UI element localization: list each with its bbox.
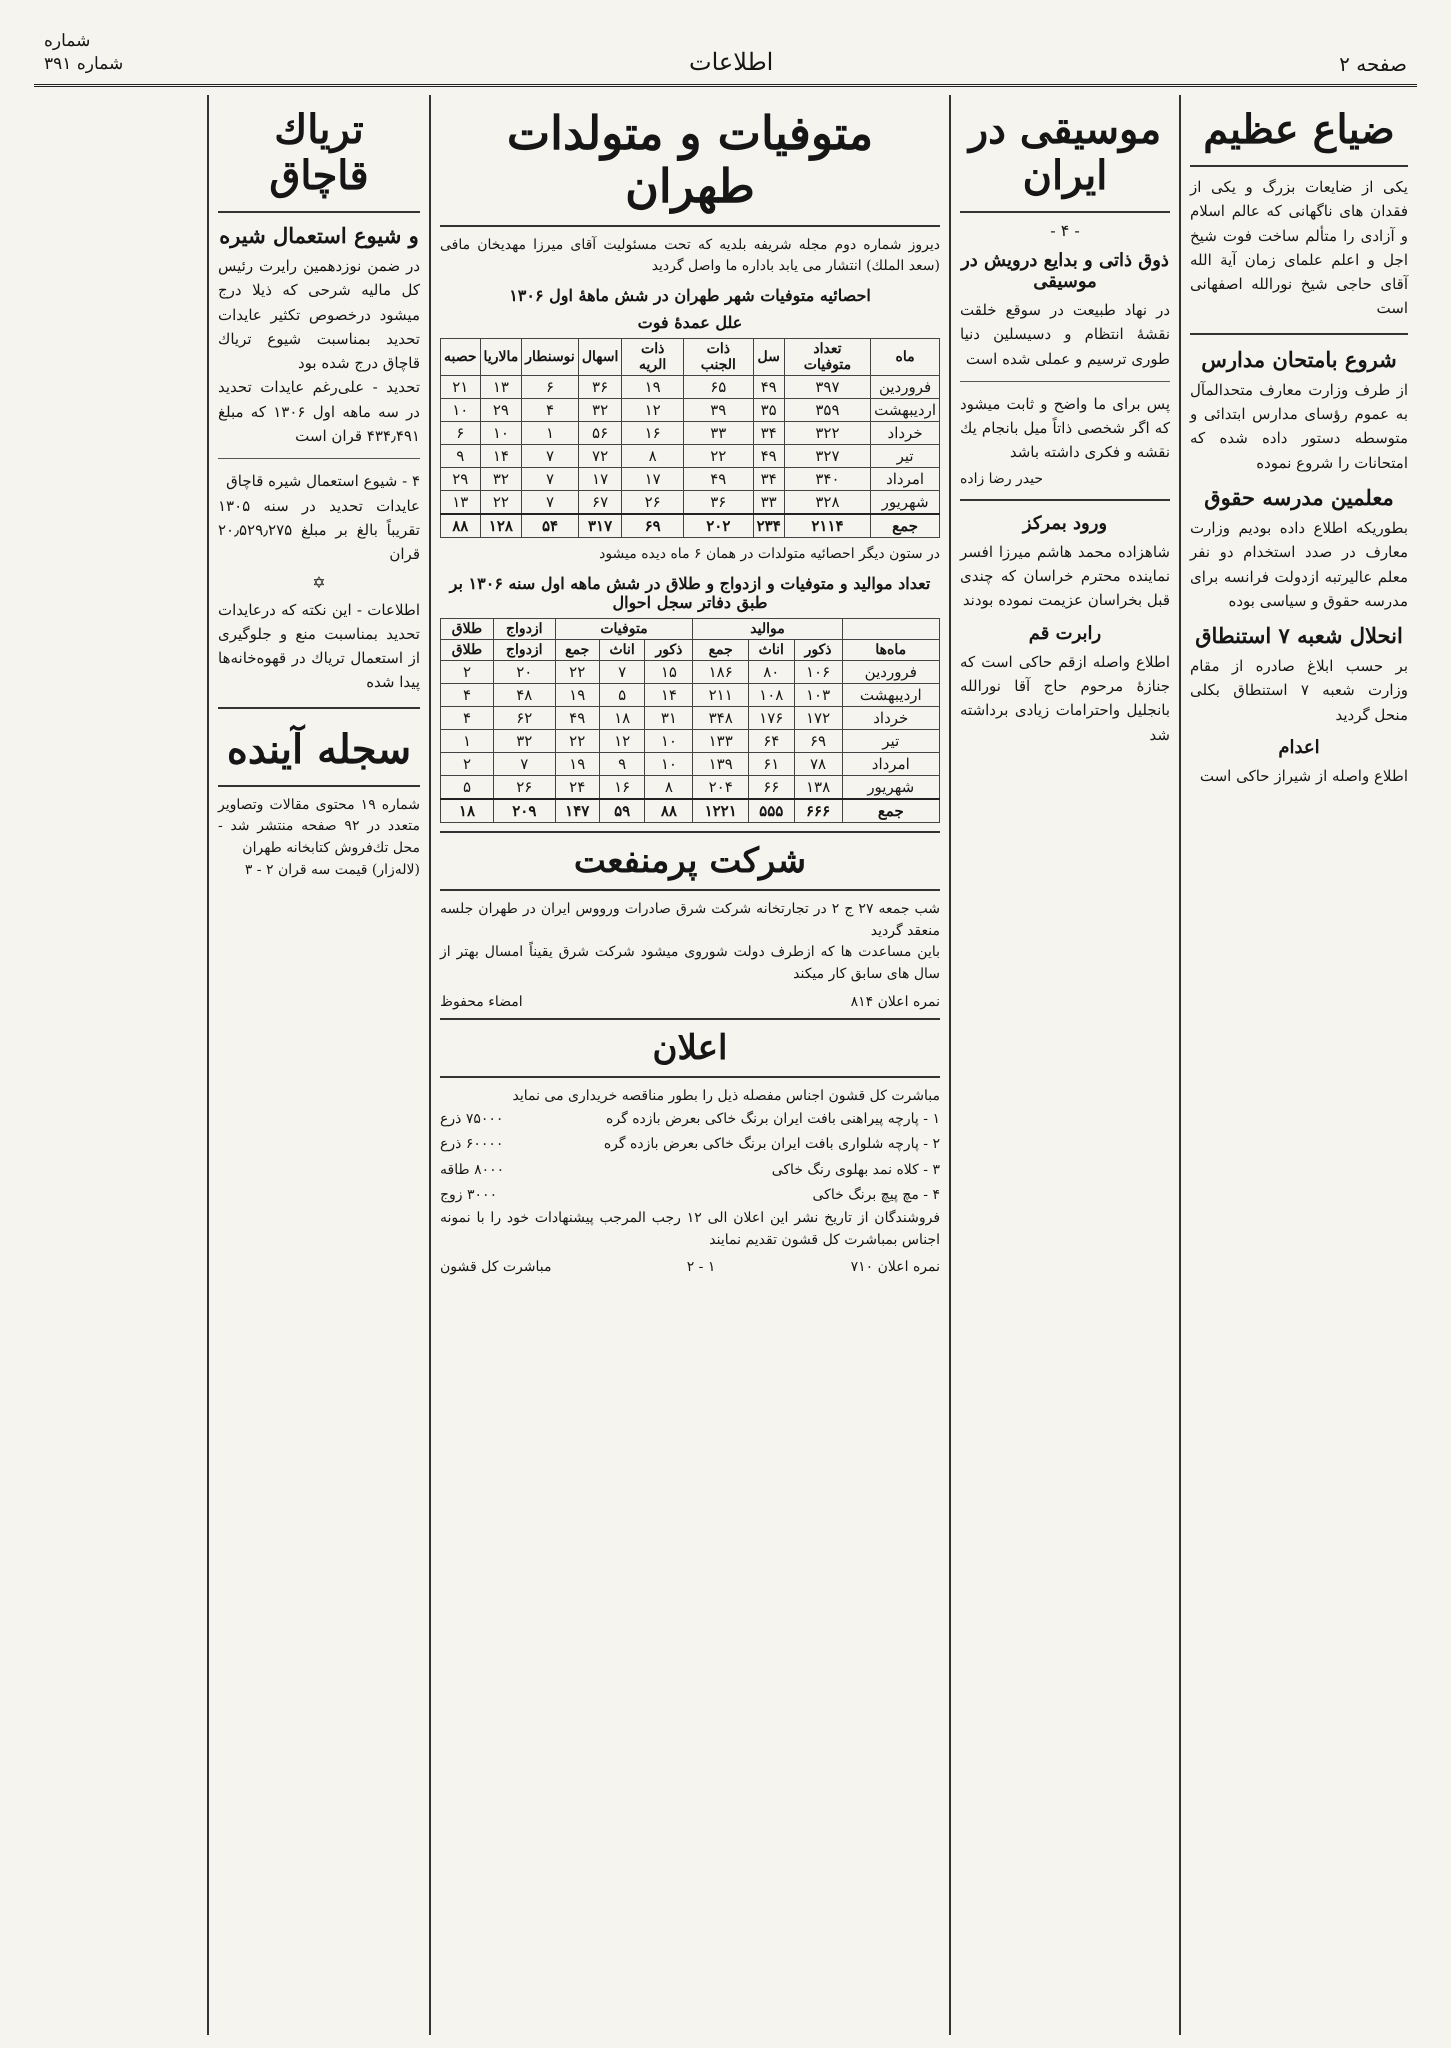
table-cell: ۶۹ [794,729,842,752]
table-cell: ۳۲۷ [784,445,870,468]
notice-item-quantity: ۶۰۰۰۰ ذرع [440,1136,504,1153]
table-cell: خرداد [842,706,939,729]
notice-item-description: ۲ - پارچه شلواری بافت ایران برنگ خاکی بعرض بازده گره [603,1136,940,1153]
table-cell: ۲۱۱۴ [784,514,870,538]
table-cell: ۲ [441,660,494,683]
masthead [34,18,1417,87]
table-header-cell: مالاریا [480,339,522,376]
table-cell: ۸۰ [748,660,794,683]
table-cell: ۴ [441,683,494,706]
notice-item [440,1107,940,1132]
table-cell: ۲۳۴ [753,514,784,538]
table-cell: ۶۷ [578,491,622,515]
page-number: صفحه ۲ [1339,52,1407,76]
notice-intro: مباشرت کل قشون اجناس مفصله ذیل را بطور مناقصه خریداری می نماید [512,1087,940,1104]
table-cell: ۳۲ [578,399,622,422]
table-cell: ۱۲ [622,399,684,422]
table-header-cell: تعداد متوفیات [784,339,870,376]
table-cell: ۲۲ [684,445,754,468]
table-cell: ۸۸ [441,514,481,538]
table-cell: ۵۹ [599,799,645,823]
table-cell: ۳۲ [493,729,555,752]
table-cell: ۱۲۸ [480,514,522,538]
table-cell: ۶ [522,376,579,399]
subhead-exams: شروع بامتحان مدارس [1201,346,1397,372]
table-header-cell: ازدواج [493,639,555,660]
table-header-cell: اناث [599,639,645,660]
zaya-paragraph-5: اطلاع واصله از شیراز حاکی است [1199,767,1408,786]
table-row [441,422,940,445]
notice-item [440,1132,940,1157]
table-cell: ۱۳۳ [693,729,749,752]
subhead-dervish: ذوق ذاتی و بدایع درویش در موسیقی [961,250,1169,292]
table-header-cell: ذکور [794,639,842,660]
table-cell: تیر [842,729,939,752]
table-cell: ۴۹ [555,706,599,729]
table-cell: ۱۷ [578,468,622,491]
table-cell: ۶۵ [684,376,754,399]
table-cell: ۷۸ [794,752,842,775]
table-cell: ۹ [599,752,645,775]
column-margin [57,95,207,2035]
table-row [441,491,940,515]
table-total-row [441,799,940,823]
notice-item-quantity: ۳۰۰۰ زوج [440,1186,498,1203]
table-header-cell: اسهال [578,339,622,376]
table-row [441,445,940,468]
table-cell: ۴۹ [753,376,784,399]
table-cell: ۶۴ [748,729,794,752]
notice-item-description: ۳ - کلاه نمد بهلوی رنگ خاکی [771,1161,940,1178]
table-cell: ۴۸ [493,683,555,706]
table-cell: ۴۹ [753,445,784,468]
table-cell: امرداد [871,468,940,491]
opium-paragraph-3: ۴ - شیوع استعمال شیره قاچاق [226,472,420,491]
music-signature: حیدر رضا زاده [960,470,1044,487]
table-cell: ۱۹ [555,683,599,706]
table-group-cell: مواليد [693,618,842,639]
opium-paragraph-4: عایدات تحدید در سنه ۱۳۰۵ تقریباً بالغ بر مبلغ ۲۰٫۵۲۹٫۲۷۵ قران [218,496,420,564]
headline-notice: اعلان [440,1018,940,1078]
zaya-paragraph-1: یکی از ضایعات بزرگ و یکی از فقدان های ناگهانی که عالم اسلام و آزادی را متألم ساخت فوت شیخ اجل و اعلم علمای زمان آیة الله آقای حاجی شیخ نورالله اصفهانی است [1190,178,1408,318]
table-header-cell: ماه‌ها [842,639,939,660]
table-row [441,706,940,729]
subhead-qom-report: رابرت قم [1028,622,1102,644]
table-cell: ۳۱ [645,706,693,729]
table-cell: ۷ [522,445,579,468]
headline-deaths-births: متوفیات و متولدات طهران [440,101,940,227]
table-cell: شهریور [842,775,939,799]
table-cell: ۵۵۵ [748,799,794,823]
music-paragraph-1: در نهاد طبیعت در سوقع خلقت نقشهٔ انتظام و دسیسلین دنیا طوری ترسیم و عملی شده است [960,301,1170,368]
table-cell: ۱۲ [599,729,645,752]
table-cell: فروردین [842,660,939,683]
table-cell: ۳۶ [684,491,754,515]
table-cell: ۳۵۹ [784,399,870,422]
table-cell: ۱۰ [645,752,693,775]
notice-run: ۱ - ۲ [686,1259,716,1276]
deaths-table-header [441,339,940,376]
table-cell: ۴۹ [684,468,754,491]
table-cell: ۴ [522,399,579,422]
table-cell: ۶۶ [748,775,794,799]
zaya-paragraph-2: از طرف وزارت معارف متحدالمآل به عموم رؤسای مدارس ابتدائی و متوسطه دستور داده شده که امتحانات را شروع نموده [1190,380,1408,472]
company-signature: امضاء محفوظ [440,993,523,1010]
table-cell: فروردین [871,376,940,399]
notice-item-quantity: ۸۰۰۰ طاقه [440,1161,505,1178]
table-cell: ۳۲۸ [784,491,870,515]
company-paragraph-2: باین مساعدت ها که ازطرف دولت شوروی میشود شرکت شرق یقیناً امسال بهتر از سال های سابق کار میکند [440,944,940,982]
table-cell: ۱۹ [622,376,684,399]
table-cell: ۱۰ [480,422,522,445]
table-header-cell: ماه [871,339,940,376]
table-cell: اردیبهشت [842,683,939,706]
table-cell: ۶۹ [622,514,684,538]
table-cell: ۲۶ [493,775,555,799]
table-cell: ۳۴ [753,468,784,491]
births-table [440,618,940,823]
table-cell: ۱۳۹ [693,752,749,775]
subhead-opium-syrup: و شیوع استعمال شیره [219,223,419,248]
divider-star-icon: ✡ [312,572,326,592]
table-group-cell: متوفيات [555,618,693,639]
table-cell: ۱۳۸ [794,775,842,799]
table-cell: ۱۷۶ [748,706,794,729]
headline-zaya: ضیاع عظیم [1190,101,1408,167]
zaya-paragraph-4: بر حسب ابلاغ صادره از مقام وزارت شعبه ۷ استنطاق بکلی منحل گردید [1190,657,1408,724]
table-cell: ۲۱ [441,376,481,399]
table-cell: ۱۳ [441,491,481,515]
company-paragraph-1: شب جمعه ۲۷ ج ۲ در تجارتخانه شرکت شرق صادرات ورووس ایران در طهران جلسه منعقد گردید [440,900,941,939]
table-cell: ۲۱۱ [693,683,749,706]
table-cell: ۶۲ [493,706,555,729]
opium-paragraph-1: در ضمن نوزدهمین رایرت رئیس کل مالیه شرحی که ذیلا درج میشود درخصوص تکثیر عایدات تحدید بمناسبت شیوع تریاك قاچاق درج شده بود [218,257,420,373]
table-cell: ۲۲ [555,729,599,752]
music-part-number: - ۴ - [1050,221,1080,240]
table-cell: ۵ [599,683,645,706]
column-statistics [429,95,949,2035]
table-cell: ۷ [599,660,645,683]
opium-paragraph-2: تحدید - علی‌رغم عایدات تحدید در سه ماهه اول ۱۳۰۶ که مبلغ ۴۳۴٫۴۹۱ قران است [218,378,420,446]
table-cell: ۹ [441,445,481,468]
table-cell: جمع [842,799,939,823]
columns [34,95,1417,2035]
table-row [441,729,940,752]
table-cell: ۱۰۳ [794,683,842,706]
table-cell: ۱۰۶ [794,660,842,683]
table-cell: ۳۴۸ [693,706,749,729]
table-cell: ۱۸ [441,799,494,823]
music-paragraph-2: پس برای ما واضح و ثابت میشود که اگر شخصی ذاتاً میل بانجام یك نقشه و فکری داشته باشد [960,394,1170,462]
table-cell: ۱۶ [622,422,684,445]
issue-number: شماره ۳۹۱ [44,54,124,75]
subhead-branch-dissolution: انحلال شعبه ۷ استنطاق [1195,623,1403,649]
notice-item [440,1183,940,1208]
table-cell: تیر [871,445,940,468]
headline-company: شرکت پرمنفعت [440,831,940,891]
table-header-cell: طلاق [441,639,494,660]
table-header-cell: سل [753,339,784,376]
issue-block [44,30,123,76]
table-cell: ۶۶۶ [794,799,842,823]
headline-next-issue: سجله آینده [218,721,420,787]
table-cell: ۲۴ [555,775,599,799]
next-issue-text: شماره ۱۹ محتوی مقالات وتصاویر متعدد در ۹۲ صفحه منتشر شد - محل تك‌فروش کتابخانه طهران [218,796,420,857]
table-cell: ۱۶ [599,775,645,799]
table-cell: ۳۲ [480,468,522,491]
table-row [441,775,940,799]
table-cell: ۱۷۲ [794,706,842,729]
table-cell: ۴ [441,706,494,729]
table-row [441,376,940,399]
next-issue-price: (لاله‌زار) قیمت سه قران ۲ - ۳ [244,861,420,878]
table-cell: ۸ [622,445,684,468]
notice-ad-number: نمره اعلان ۷۱۰ [850,1259,940,1276]
table-cell: ۸ [645,775,693,799]
issue-word: شماره [44,31,91,52]
table-cell: اردیبهشت [871,399,940,422]
table-cell: ۱۲۲۱ [693,799,749,823]
table-row [441,399,940,422]
table-cell: ۱۸۶ [693,660,749,683]
music-paragraph-3: شاهزاده محمد هاشم میرزا افسر نماینده محترم خراسان که چندی قبل بخراسان عزیمت نموده بودند [960,542,1170,610]
notice-items [440,1107,940,1208]
table-header-cell: ذکور [645,639,693,660]
births-table-title: تعداد مواليد و متوفيات و ازدواج و طلاق در شش ماهه اول سنه ۱۳۰۶ بر طبق دفاتر سجل احوال [449,573,931,612]
table-cell: ۳۴ [753,422,784,445]
notice-terms: فروشندگان از تاریخ نشر این اعلان الی ۱۲ رجب المرجب پیشنهادات خود را با نمونه اجناس بمباشرت کل قشون تقدیم نمایند [440,1210,941,1248]
deaths-intro: دیروز شماره دوم مجله شریفه بلدیه که تحت مسئولیت آقای میرزا مهدیخان مافی (سعد الملك) انتشار می یابد باداره ما واصل گردید [440,236,940,275]
births-table-header [441,639,940,660]
table-group-cell [842,618,939,639]
births-table-groups [441,618,940,639]
table-cell: ۱۳ [480,376,522,399]
table-cell: ۲۰۹ [493,799,555,823]
table-header-cell: حصبه [441,339,481,376]
table-header-cell: ذات الریه [622,339,684,376]
table-cell: ۳۳ [684,422,754,445]
table-cell: ۱ [522,422,579,445]
table-cell: ۱۷ [622,468,684,491]
table-row [441,752,940,775]
table-cell: ۱۰۸ [748,683,794,706]
table-header-cell: اناث [748,639,794,660]
music-paragraph-4: اطلاع واصله ازقم حاکی است که جنازهٔ مرحوم حاج آقا نورالله بانجلیل واحترامات زیادی برداشته شد [960,652,1170,744]
table-cell: ۷ [493,752,555,775]
table-cell: ۷ [522,491,579,515]
table-cell: ۲۰۲ [684,514,754,538]
table-cell: ۳۴۰ [784,468,870,491]
notice-footer [440,1259,940,1275]
table-cell: ۱۰ [441,399,481,422]
paper-name: اطلاعات [689,48,774,76]
table-header-cell: نوسنطار [522,339,579,376]
deaths-table-subtitle: علل عمدهٔ فوت [637,313,743,333]
table-row [441,683,940,706]
company-ad-number: نمره اعلان ۸۱۴ [850,993,940,1010]
table-cell: خرداد [871,422,940,445]
table-cell: ۱۹ [555,752,599,775]
table-cell: ۲۹ [480,399,522,422]
births-intro: در ستون دیگر احصائیه متولدات در همان ۶ ماه دیده میشود [599,546,940,563]
table-cell: ۲۹ [441,468,481,491]
table-cell: ۶۱ [748,752,794,775]
zaya-paragraph-3: بطوریکه اطلاع داده بودیم وزارت معارف در صدد استخدام دو نفر معلم عالیرتبه ازدولت فرانسه برای مدرسه حقوق و سیاسی بوده [1190,518,1408,610]
table-cell: ۷ [522,468,579,491]
table-cell: ۲۰۴ [693,775,749,799]
notice-item-description: ۱ - پارچه پیراهنی بافت ایران برنگ خاکی بعرض بازده گره [606,1111,940,1128]
table-cell: ۲۶ [622,491,684,515]
headline-music: موسیقی در ایران [960,101,1170,213]
table-cell: ۵۶ [578,422,622,445]
table-cell: ۱۸ [599,706,645,729]
table-cell: ۱۴ [480,445,522,468]
table-cell: ۶ [441,422,481,445]
table-group-cell: ازدواج [493,618,555,639]
subhead-execution: اعدام [1278,737,1320,759]
table-header-cell: جمع [693,639,749,660]
table-cell: امرداد [842,752,939,775]
table-cell: ۲ [441,752,494,775]
table-header-cell: ذات الجنب [684,339,754,376]
table-cell: ۵۴ [522,514,579,538]
table-cell: ۳۹۷ [784,376,870,399]
table-cell: جمع [871,514,940,538]
table-cell: ۸۸ [645,799,693,823]
notice-item-quantity: ۷۵۰۰۰ ذرع [440,1111,504,1128]
table-cell: ۲۰ [493,660,555,683]
table-cell: ۱۰ [645,729,693,752]
table-cell: ۲۲ [555,660,599,683]
table-cell: ۱۴ [645,683,693,706]
deaths-table [440,338,940,538]
table-cell: ۱۴۷ [555,799,599,823]
table-cell: ۳۱۷ [578,514,622,538]
table-cell: ۱ [441,729,494,752]
notice-issuer: مباشرت کل قشون [440,1259,552,1276]
table-cell: ۱۵ [645,660,693,683]
table-cell: ۳۳ [753,491,784,515]
table-group-cell: طلاق [441,618,494,639]
column-opium [207,95,429,2035]
column-music [949,95,1179,2035]
table-cell: ۷۲ [578,445,622,468]
headline-opium: تریاك قاچاق [218,101,420,213]
deaths-table-title: احصائیه متوفیات شهر طهران در شش ماههٔ اول ۱۳۰۶ [509,286,871,306]
column-zaya [1179,95,1417,2035]
table-total-row [441,514,940,538]
table-row [441,660,940,683]
opium-paragraph-5: اطلاعات - این نکته که درعایدات تحدید بمناسبت منع و جلوگیری از استعمال تریاك در قهوه‌خانه‌ها پیدا شده [218,600,420,692]
table-row [441,468,940,491]
table-cell: ۳۵ [753,399,784,422]
subhead-law-teachers: معلمین مدرسه حقوق [1204,484,1394,510]
table-cell: ۳۹ [684,399,754,422]
table-header-cell: جمع [555,639,599,660]
company-footer [440,994,940,1010]
table-cell: ۵ [441,775,494,799]
table-cell: ۳۲۲ [784,422,870,445]
notice-item [440,1158,940,1183]
table-cell: ۳۶ [578,376,622,399]
table-cell: شهریور [871,491,940,515]
table-cell: ۲۲ [480,491,522,515]
notice-item-description: ۴ - مچ پیچ برنگ خاکی [812,1186,940,1203]
subhead-arrival: ورود بمرکز [1022,512,1108,534]
